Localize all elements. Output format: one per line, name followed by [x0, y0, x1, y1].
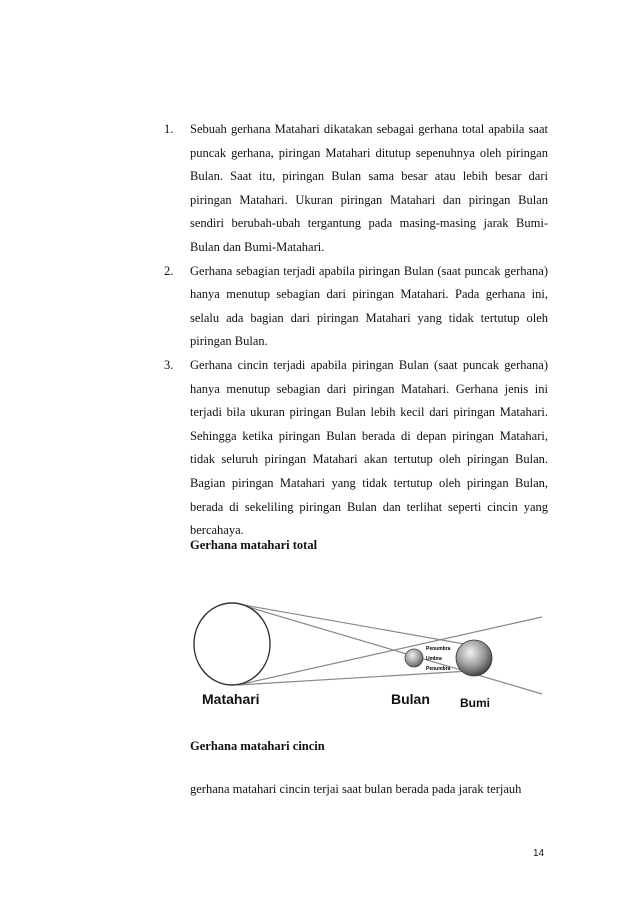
list-item-text: Gerhana cincin terjadi apabila piringan Bulan (saat puncak gerhana) hanya menutup sebagian dari piringan Matahari. Gerhana jenis ini terjadi bila ukuran piringan Bulan lebih kecil dari piringan Matahari. Sehingga ketika piringan Bulan berada di depan piringan Matahari, tidak seluruh piringan Matahari akan tertutup oleh piringan Bulan. Bagian piringan Matahari yang tidak tertutup oleh piringan Bulan, berada di sekeliling piringan Bulan dan terlihat seperti cincin yang bercahaya. — [190, 357, 548, 538]
sun-label: Matahari — [202, 691, 260, 707]
list-item — [160, 118, 548, 260]
umbra-label: Umbra — [426, 656, 442, 662]
eclipse-diagram — [180, 597, 548, 715]
moon-label: Bulan — [391, 691, 430, 707]
heading-annular-eclipse: Gerhana matahari cincin — [190, 739, 325, 753]
list-item-text: Gerhana sebagian terjadi apabila piringan Bulan (saat puncak gerhana) hanya menutup sebagian dari piringan Matahari. Pada gerhana ini, selalu ada bagian dari piringan Matahari yang tidak tertutup oleh piringan Bulan. — [190, 263, 548, 349]
earth-circle — [456, 640, 492, 676]
earth-label: Bumi — [460, 696, 490, 710]
list-number: 1. — [164, 122, 174, 136]
ray-line — [238, 671, 470, 685]
penumbra-label-top: Penumbra — [426, 646, 451, 652]
ray-line — [238, 604, 542, 694]
annular-paragraph: gerhana matahari cincin terjai saat bulan berada pada jarak terjauh — [190, 782, 522, 796]
page-number: 14 — [533, 848, 545, 859]
penumbra-label-bottom: Penumbra — [426, 666, 451, 672]
sun-circle — [194, 603, 270, 685]
list-item — [160, 260, 548, 354]
list-number: 3. — [164, 357, 174, 372]
numbered-list — [160, 118, 548, 543]
list-number: 2. — [164, 263, 174, 278]
moon-circle — [405, 649, 423, 667]
ray-line — [238, 617, 542, 685]
list-item-text: Sebuah gerhana Matahari dikatakan sebagai gerhana total apabila saat puncak gerhana, piringan Matahari ditutup sepenuhnya oleh piringan Bulan. Saat itu, piringan Bulan sama besar atau lebih besar dari piringan Matahari. Ukuran piringan Matahari dan piringan Bulan sendiri berubah-ubah tergantung pada masing-masing jarak Bumi-Bulan dan Bumi-Matahari. — [190, 122, 548, 254]
heading-total-eclipse: Gerhana matahari total — [190, 538, 318, 552]
list-item — [160, 354, 548, 543]
